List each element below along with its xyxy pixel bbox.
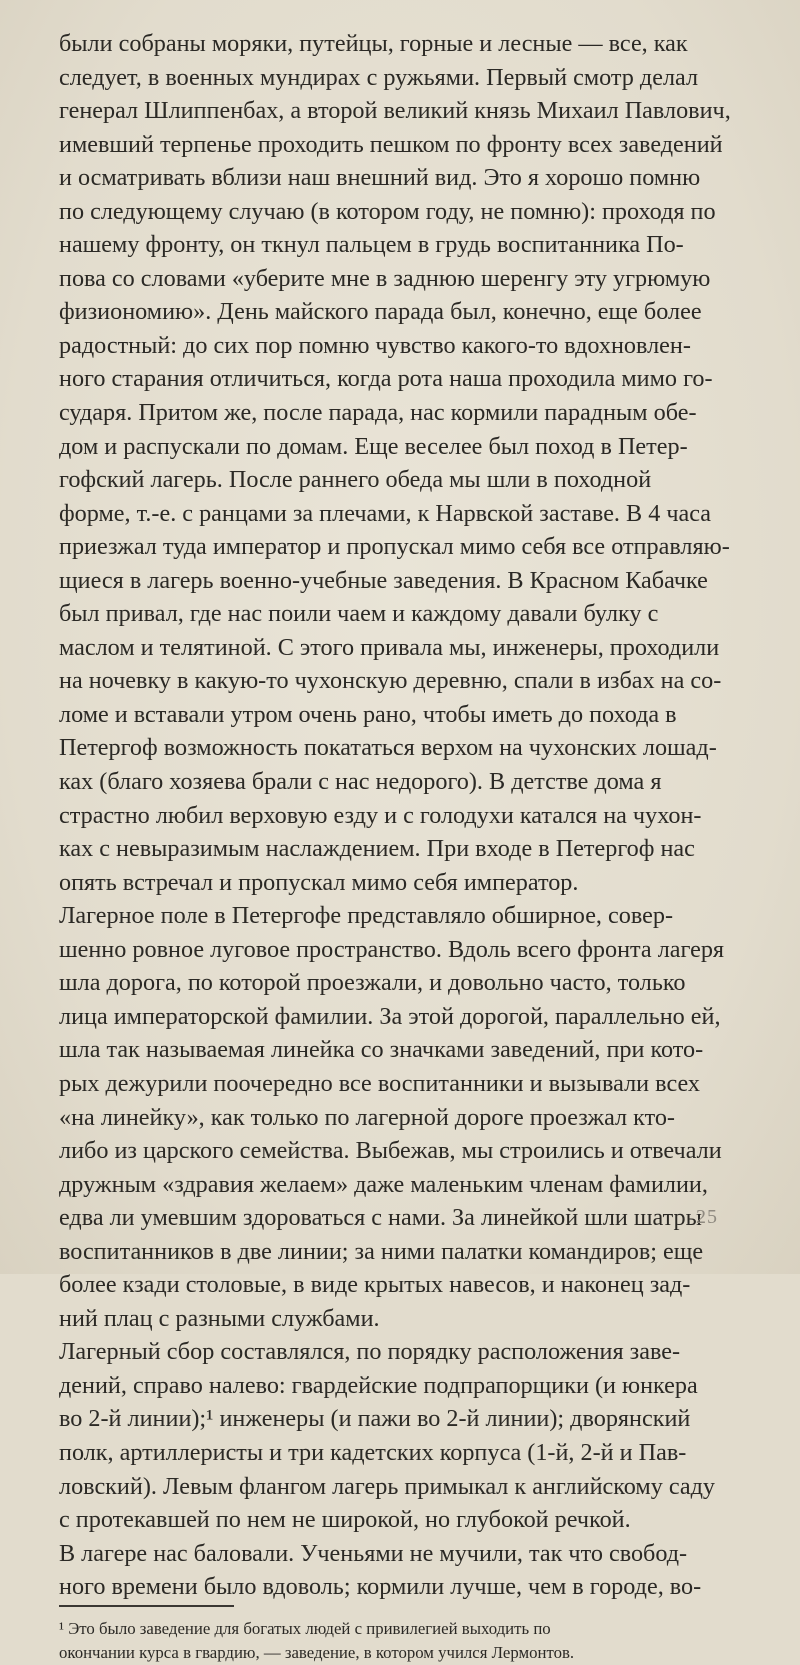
text-line: нашему фронту, он ткнул пальцем в грудь воспитанника По- <box>59 231 684 259</box>
footnote <box>59 1617 748 1665</box>
text-line: по следующему случаю (в котором году, не помню): проходя по <box>59 197 716 225</box>
text-line: ловский). Левым флангом лагерь примыкал к английскому саду <box>59 1472 716 1500</box>
text-line: следует, в военных мундирах с ружьями. Первый смотр делал <box>59 63 699 91</box>
text-line: рых дежурили поочередно все воспитанники и вызывали всех <box>59 1069 700 1097</box>
text-line: ках (благо хозяева брали с нас недорого). В детстве дома я <box>59 768 662 796</box>
text-line: Лагерное поле в Петергофе представляло обширное, совер- <box>59 902 674 930</box>
text-line: «на линейку», как только по лагерной дороге проезжал кто- <box>59 1103 675 1131</box>
page-number: 25 <box>696 1206 718 1228</box>
text-line: ного старания отличиться, когда рота наша проходила мимо го- <box>59 365 713 393</box>
text-line: и осматривать вблизи наш внешний вид. Это я хорошо помню <box>59 164 701 192</box>
text-line: ломе и вставали утром очень рано, чтобы иметь до похода в <box>59 700 677 728</box>
text-line: пова со словами «уберите мне в заднюю шеренгу эту угрюмую <box>59 264 711 292</box>
text-line: были собраны моряки, путейцы, горные и лесные — все, как <box>59 30 688 57</box>
text-line: страстно любил верховую езду и с голодухи катался на чухон- <box>59 801 702 829</box>
text-line: на ночевку в какую-то чухонскую деревню, спали в избах на со- <box>59 667 722 695</box>
text-line: маслом и телятиной. С этого привала мы, инженеры, проходили <box>59 633 720 661</box>
text-line: гофский лагерь. После раннего обеда мы шли в походной <box>59 466 652 494</box>
text-line: Петергоф возможность покататься верхом на чухонских лошад- <box>59 734 717 762</box>
text-line: щиеся в лагерь военно-учебные заведения. В Красном Кабачке <box>59 566 708 594</box>
text-line: форме, т.-е. с ранцами за плечами, к Нарвской заставе. В 4 часа <box>59 499 712 527</box>
text-line: шла так называемая линейка со значками заведений, при кото- <box>59 1036 704 1064</box>
text-line: едва ли умевшим здороваться с нами. За линейкой шли шатры <box>59 1204 702 1232</box>
text-line: либо из царского семейства. Выбежав, мы строились и отвечали <box>59 1137 722 1165</box>
footnote-line: окончании курса в гвардию, — заведение, в котором учился Лермонтов. <box>59 1642 575 1662</box>
text-line: радостный: до сих пор помню чувство какого-то вдохновлен- <box>59 331 691 359</box>
text-line: ного времени было вдоволь; кормили лучше, чем в городе, во- <box>59 1573 702 1601</box>
text-line: дружным «здравия желаем» даже маленьким членам фамилии, <box>59 1170 708 1198</box>
text-line: был привал, где нас поили чаем и каждому давали булку с <box>59 600 659 628</box>
text-line: шенно ровное луговое пространство. Вдоль всего фронта лагеря <box>59 935 725 963</box>
text-line: ний плац с разными службами. <box>59 1304 380 1332</box>
text-line: шла дорога, по которой проезжали, и довольно часто, только <box>59 969 686 997</box>
text-line: полк, артиллеристы и три кадетских корпуса (1-й, 2-й и Пав- <box>59 1438 687 1466</box>
text-line: имевший терпенье проходить пешком по фронту всех заведений <box>59 130 723 158</box>
footnote-divider <box>59 1605 234 1607</box>
text-line: физиономию». День майского парада был, конечно, еще более <box>59 298 702 326</box>
body-text <box>59 27 748 1604</box>
text-line: ках с невыразимым наслаждением. При входе в Петергоф нас <box>59 835 695 863</box>
text-line: лица императорской фамилии. За этой дорогой, параллельно ей, <box>59 1002 721 1030</box>
text-line: во 2-й линии);¹ инженеры (и пажи во 2-й линии); дворянский <box>59 1405 691 1433</box>
text-line: воспитанников в две линии; за ними палатки командиров; еще <box>59 1237 704 1265</box>
text-line: дений, справо налево: гвардейские подпрапорщики (и юнкера <box>59 1371 698 1399</box>
text-line: опять встречал и пропускал мимо себя император. <box>59 868 579 896</box>
text-line: Лагерный сбор составлялся, по порядку расположения заве- <box>59 1338 681 1366</box>
footnote-line: ¹ Это было заведение для богатых людей с привилегией выходить по <box>59 1618 551 1638</box>
text-line: генерал Шлиппенбах, а второй великий князь Михаил Павлович, <box>59 97 731 125</box>
text-line: более кзади столовые, в виде крытых навесов, и наконец зад- <box>59 1271 691 1299</box>
text-line: с протекавшей по нем не широкой, но глубокой речкой. <box>59 1506 631 1534</box>
text-line: В лагере нас баловали. Ученьями не мучили, так что свобод- <box>59 1539 688 1567</box>
text-line: сударя. Притом же, после парада, нас кормили парадным обе- <box>59 399 697 427</box>
text-line: приезжал туда император и пропускал мимо себя все отправляю- <box>59 533 730 561</box>
text-line: дом и распускали по домам. Еще веселее был поход в Петер- <box>59 432 688 460</box>
